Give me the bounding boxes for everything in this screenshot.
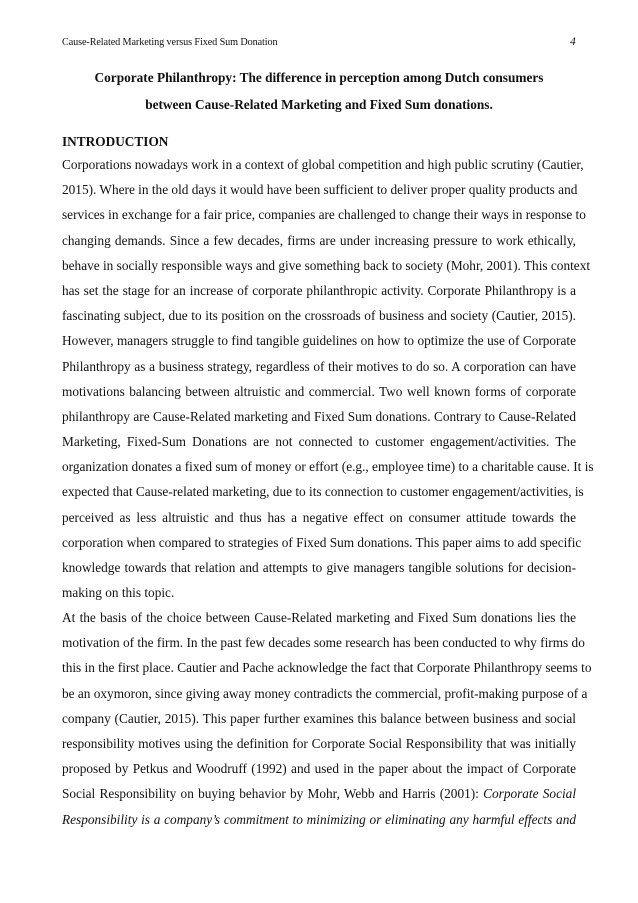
- title-line-2: between Cause-Related Marketing and Fixed Sum donations.: [145, 97, 493, 112]
- running-head: Cause-Related Marketing versus Fixed Sum Donation: [62, 37, 278, 48]
- text-line: Corporations nowadays work in a context of global competition and high public scrutiny (Cautier,: [62, 157, 584, 172]
- text-line: philanthropy are Cause-Related marketing and Fixed Sum donations. Contrary to Cause-Related: [62, 408, 576, 424]
- text-line-mixed: [62, 781, 576, 806]
- text-line: be an oxymoron, since giving away money contradicts the commercial, profit-making purpose of a: [62, 685, 588, 701]
- italic-definition-text: Corporate Social: [483, 786, 577, 802]
- paper-title: [62, 64, 576, 118]
- text-line: this in the first place. Cautier and Pache acknowledge the fact that Corporate Philanthropy seems to: [62, 660, 592, 676]
- text-line: responsibility motives using the definition for Corporate Social Responsibility that was initially: [62, 735, 576, 751]
- text-line: company (Cautier, 2015). This paper further examines this balance between business and social: [62, 710, 576, 726]
- page-number: 4: [570, 36, 576, 48]
- text-line: 2015). Where in the old days it would have been sufficient to deliver proper quality products and: [62, 182, 578, 198]
- text-line: expected that Cause-related marketing, due to its connection to customer engagement/activities, is: [62, 484, 584, 500]
- text-line: changing demands. Since a few decades, firms are under increasing pressure to work ethically,: [62, 232, 576, 248]
- text-line: At the basis of the choice between Cause-Related marketing and Fixed Sum donations lies the: [62, 610, 576, 625]
- text-line: has set the stage for an increase of corporate philanthropic activity. Corporate Philanthropy is a: [62, 282, 576, 298]
- text-line: However, managers struggle to find tangible guidelines on how to optimize the use of Corporate: [62, 333, 576, 349]
- text-line: perceived as less altruistic and thus has a negative effect on consumer attitude towards the: [62, 509, 576, 525]
- title-line-1: Corporate Philanthropy: The difference in perception among Dutch consumers: [94, 70, 544, 85]
- text-line: knowledge towards that relation and attempts to give managers tangible solutions for decision-: [62, 560, 576, 575]
- introduction-paragraph-2: [62, 605, 592, 832]
- italic-definition-text: Responsibility is a company’s commitment to minimizing or eliminating any harmful effects and: [62, 811, 576, 827]
- text-line-italic: [62, 807, 576, 832]
- text-line: fascinating subject, due to its position on the crossroads of business and society (Cautier, 2015).: [62, 308, 576, 324]
- text-line: proposed by Petkus and Woodruff (1992) and used in the paper about the impact of Corporate: [62, 761, 576, 777]
- text-line: Marketing, Fixed-Sum Donations are not connected to customer engagement/activities. The: [62, 434, 576, 450]
- text-line: services in exchange for a fair price, companies are challenged to change their ways in response to: [62, 207, 586, 223]
- text-line: motivations balancing between altruistic and commercial. Two well known forms of corporate: [62, 383, 576, 399]
- text-line: organization donates a fixed sum of money or effort (e.g., employee time) to a charitable cause. It is: [62, 459, 594, 475]
- text-line: behave in socially responsible ways and give something back to society (Mohr, 2001). This context: [62, 257, 591, 273]
- plain-text: Social Responsibility on buying behavior by Mohr, Webb and Harris (2001):: [62, 786, 484, 802]
- section-heading-introduction: INTRODUCTION: [62, 134, 169, 149]
- text-line: making on this topic.: [62, 585, 175, 601]
- introduction-paragraph-1: [62, 152, 594, 605]
- text-line: Philanthropy as a business strategy, regardless of their motives to do so. A corporation can have: [62, 358, 576, 374]
- text-line: motivation of the firm. In the past few decades some research has been conducted to why firms do: [62, 635, 585, 651]
- text-line: corporation when compared to strategies of Fixed Sum donations. This paper aims to add specific: [62, 534, 582, 550]
